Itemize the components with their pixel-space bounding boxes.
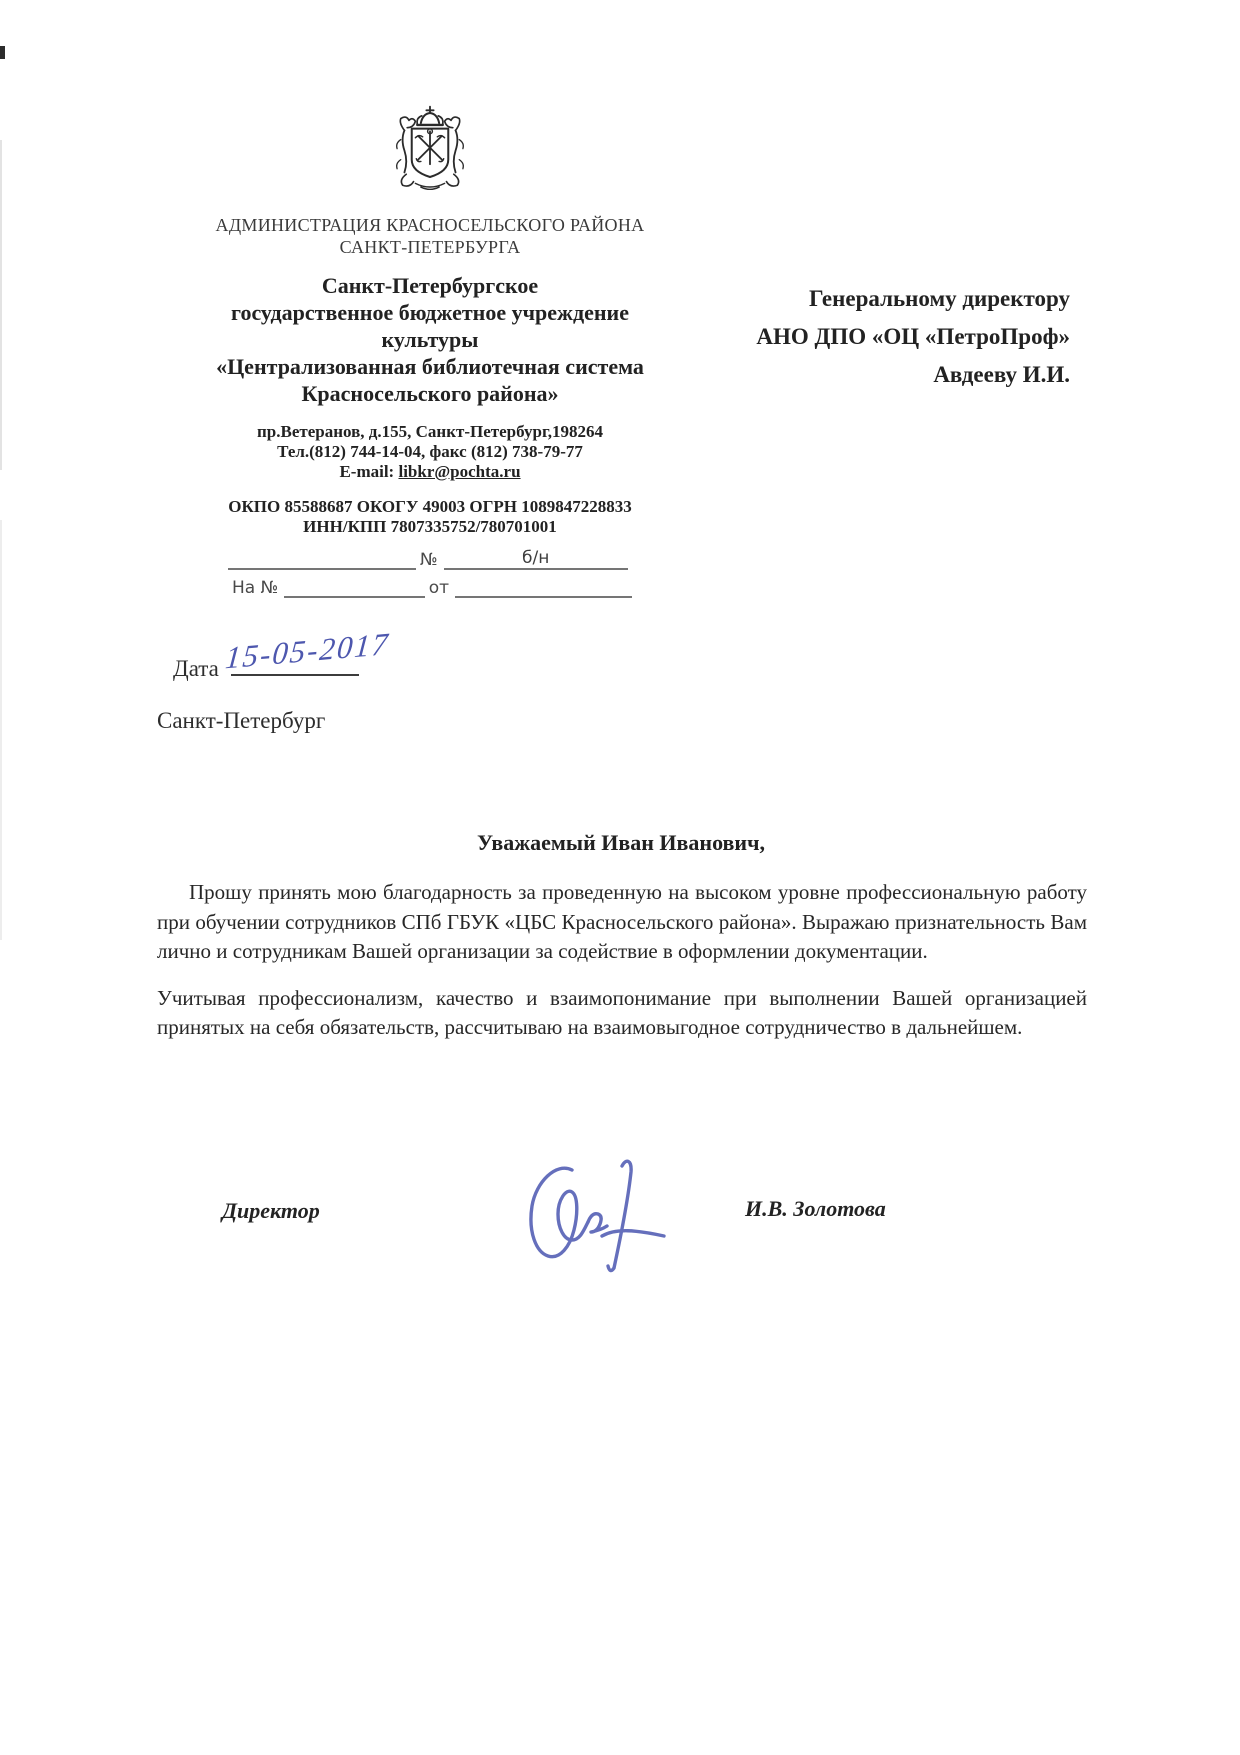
org-name-line: Санкт-Петербургское <box>321 273 539 298</box>
number-sign-label: № <box>420 550 438 570</box>
salutation: Уважаемый Иван Иванович, <box>476 830 766 855</box>
scan-edge-artifact <box>0 520 2 940</box>
body-paragraph-1: Прошу принять мою благодарность за проведенную на высоком уровне профессиональную работу при обучении сотрудников СПб ГБУК «ЦБС Красносельского района». Выражаю признательность Вам лично и сотрудникам Вашей организации за содействие в оформлении документации. <box>157 880 1087 963</box>
email-address: libkr@pochta.ru <box>398 462 521 481</box>
org-name-line: «Централизованная библиотечная система <box>216 354 644 379</box>
from-label: от <box>428 578 450 598</box>
recipient-person: Авдееву И.И. <box>933 362 1070 387</box>
postal-address: пр.Ветеранов, д.155, Санкт-Петербург,198264 <box>257 422 603 441</box>
letter-body <box>157 878 1087 1043</box>
signer-title: Директор <box>222 1198 320 1223</box>
handwritten-date: 15-05-2017 <box>223 625 391 676</box>
scan-mark-artifact <box>0 46 5 59</box>
reply-number-blank-line <box>284 576 424 598</box>
recipient-block <box>600 280 1070 394</box>
outgoing-number-row <box>228 542 632 570</box>
okpo-ogrn-line: ОКПО 85588687 ОКОГУ 49003 ОГРН 1089847228833 <box>228 497 632 516</box>
recipient-title: Генеральному директору <box>809 286 1070 311</box>
recipient-organization: АНО ДПО «ОЦ «ПетроПроф» <box>756 324 1070 349</box>
outgoing-number-value: б/н <box>522 548 550 568</box>
reply-date-blank-line <box>455 576 632 598</box>
date-underline <box>223 625 391 676</box>
contact-block <box>160 422 700 482</box>
reply-reference-row <box>228 570 632 598</box>
outgoing-number-line <box>444 548 628 570</box>
registration-codes-block <box>160 497 700 537</box>
outgoing-date-blank-line <box>228 548 416 570</box>
body-paragraph-2: Учитывая профессионализм, качество и взаимопонимание при выполнении Вашей организацией принятых на себя обязательств, рассчитываю на взаимовыгодное сотрудничество в дальнейшем. <box>157 985 1087 1039</box>
date-row <box>173 625 391 682</box>
org-name-line: Красносельского района» <box>301 381 559 406</box>
authority-line2: САНКТ-ПЕТЕРБУРГА <box>339 237 521 257</box>
reference-block <box>228 542 632 598</box>
email-line <box>160 462 700 482</box>
org-name-line: культуры <box>381 327 479 352</box>
org-name-line: государственное бюджетное учреждение <box>231 300 629 325</box>
city-line: Санкт-Петербург <box>157 708 326 733</box>
authority-line1: АДМИНИСТРАЦИЯ КРАСНОСЕЛЬСКОГО РАЙОНА <box>215 215 645 235</box>
scan-edge-artifact <box>0 140 2 470</box>
email-label: E-mail: <box>339 462 395 481</box>
issuing-authority-header <box>160 214 700 258</box>
handwritten-signature <box>518 1148 678 1278</box>
signer-name: И.В. Золотова <box>745 1196 886 1221</box>
phone-fax: Тел.(812) 744-14-04, факс (812) 738-79-77 <box>277 442 583 461</box>
reply-number-label: На № <box>232 578 279 598</box>
date-label: Дата <box>173 656 219 681</box>
spb-coat-of-arms-icon <box>384 103 476 198</box>
inn-kpp-line: ИНН/КПП 7807335752/780701001 <box>303 517 557 536</box>
